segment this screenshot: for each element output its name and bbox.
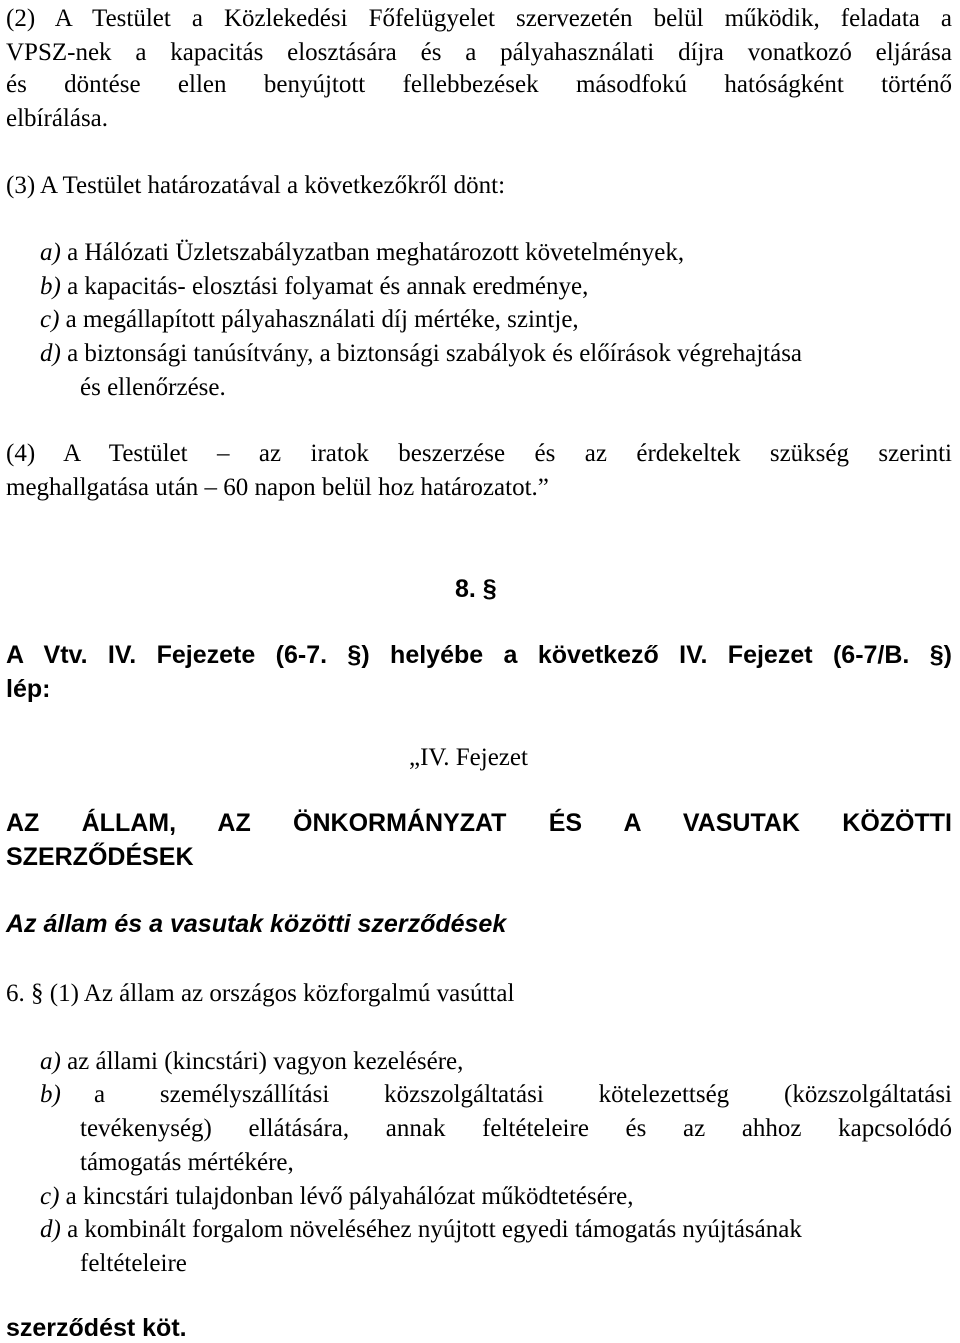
chapter-label: „IV. Fejezet <box>409 744 528 771</box>
section-8-heading-line1: A Vtv. IV. Fejezete (6-7. §) helyébe a következő IV. Fejezet (6-7/B. §) <box>6 641 952 669</box>
chapter-title-line2: SZERZŐDÉSEK <box>6 843 194 871</box>
para2-line2: VPSZ-nek a kapacitás elosztására és a pályahasználati díjra vonatkozó eljárása <box>6 39 952 66</box>
para3-item-d <box>40 341 802 366</box>
para2-line3: és döntése ellen benyújtott fellebbezések másodfokú hatóságként történő <box>6 71 952 98</box>
para6-item-a <box>40 1049 463 1074</box>
para3-item-b <box>40 274 588 299</box>
chapter-subtitle: Az állam és a vasutak közötti szerződések <box>6 910 507 938</box>
item-letter: b) <box>40 273 61 300</box>
para6-item-b-letter <box>40 1082 61 1107</box>
item-text: a kincstári tulajdonban lévő pályahálózat működtetésére, <box>59 1183 634 1210</box>
item-text: a Hálózati Üzletszabályzatban meghatározott követelmények, <box>60 239 685 266</box>
item-letter: b) <box>40 1081 61 1108</box>
para6-intro: 6. § (1) Az állam az országos közforgalmú vasúttal <box>6 980 515 1007</box>
item-letter: d) <box>40 340 61 367</box>
item-letter: c) <box>40 1183 60 1210</box>
item-text: a kapacitás- elosztási folyamat és annak eredménye, <box>60 273 589 300</box>
para4-line1: (4) A Testület – az iratok beszerzése és az érdekeltek szükség szerinti <box>6 440 952 467</box>
para2-line4: elbírálása. <box>6 105 109 132</box>
item-letter: a) <box>40 239 61 266</box>
para6-item-d-cont: feltételeire <box>80 1250 187 1277</box>
item-text: az állami (kincstári) vagyon kezelésére, <box>60 1048 464 1075</box>
chapter-title-line1: AZ ÁLLAM, AZ ÖNKORMÁNYZAT ÉS A VASUTAK KÖZÖTTI <box>6 809 952 837</box>
para6-item-b-line1: a személyszállítási közszolgáltatási kötelezettség (közszolgáltatási <box>94 1081 952 1108</box>
section-8-heading-line2: lép: <box>6 675 51 703</box>
para6-item-c <box>40 1184 634 1209</box>
item-text: a biztonsági tanúsítvány, a biztonsági szabályok és előírások végrehajtása <box>60 340 803 367</box>
para6-item-b-line3: támogatás mértékére, <box>80 1149 294 1176</box>
para3-item-d-cont: és ellenőrzése. <box>80 374 226 401</box>
para3-intro: (3) A Testület határozatával a következőkről dönt: <box>6 172 506 199</box>
item-letter: c) <box>40 306 60 333</box>
para4-line2: meghallgatása után – 60 napon belül hoz határozatot.” <box>6 474 549 501</box>
item-letter: a) <box>40 1048 61 1075</box>
para2-line1: (2) A Testület a Közlekedési Főfelügyelet szervezetén belül működik, feladata a <box>6 5 952 32</box>
para3-item-c <box>40 307 579 332</box>
item-letter: d) <box>40 1216 61 1243</box>
section-8-number: 8. § <box>455 575 497 603</box>
item-text: a megállapított pályahasználati díj mértéke, szintje, <box>59 306 579 333</box>
item-text: a kombinált forgalom növeléséhez nyújtott egyedi támogatás nyújtásának <box>60 1216 802 1243</box>
para6-closing: szerződést köt. <box>6 1314 187 1342</box>
para3-item-a <box>40 240 684 265</box>
para6-item-b-line2: tevékenység) ellátására, annak feltételeire és az ahhoz kapcsolódó <box>80 1115 952 1142</box>
para6-item-d <box>40 1217 802 1242</box>
